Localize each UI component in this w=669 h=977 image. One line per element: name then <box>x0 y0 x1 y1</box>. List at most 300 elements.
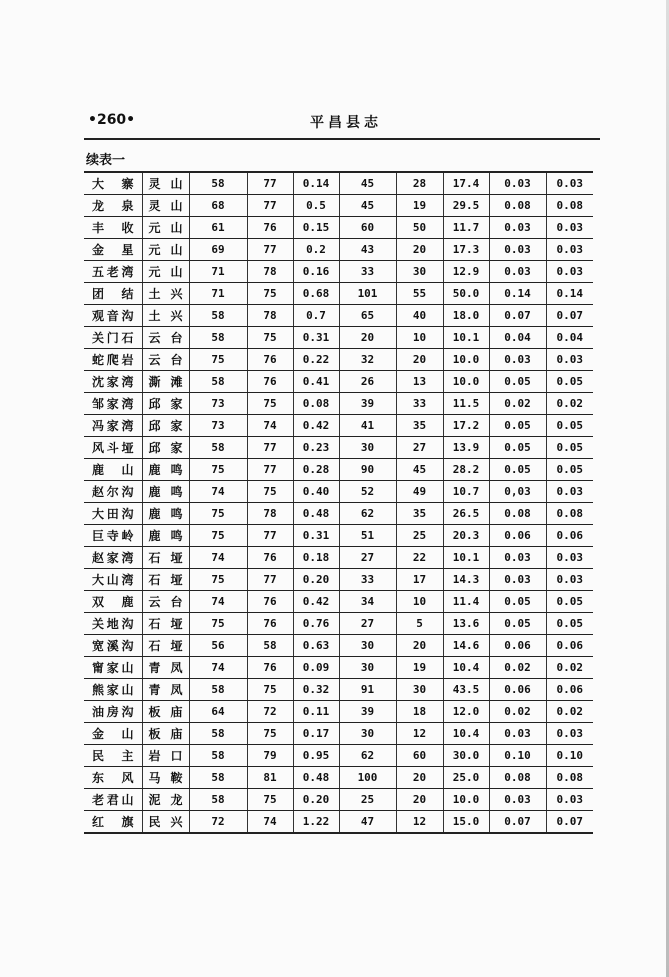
value-cell: 39 <box>339 701 396 723</box>
value-cell: 1.22 <box>293 811 339 834</box>
value-cell: 0.05 <box>489 459 546 481</box>
value-cell: 0.63 <box>293 635 339 657</box>
value-cell: 26.5 <box>443 503 489 525</box>
cell-text: 团结 <box>92 287 134 301</box>
township-cell <box>142 547 189 569</box>
value-cell: 30 <box>339 723 396 745</box>
value-cell: 0.06 <box>489 679 546 701</box>
value-cell: 0.03 <box>546 261 593 283</box>
value-cell: 75 <box>189 569 247 591</box>
cell-text: 石垭 <box>148 551 183 565</box>
value-cell: 13.6 <box>443 613 489 635</box>
value-cell: 55 <box>396 283 443 305</box>
value-cell: 50 <box>396 217 443 239</box>
value-cell: 73 <box>189 415 247 437</box>
value-cell: 20 <box>396 635 443 657</box>
value-cell: 0.03 <box>489 723 546 745</box>
value-cell: 12.0 <box>443 701 489 723</box>
value-cell: 74 <box>189 591 247 613</box>
cell-text: 关地沟 <box>92 617 134 631</box>
value-cell: 72 <box>189 811 247 834</box>
cell-text: 赵家湾 <box>92 551 134 565</box>
value-cell: 22 <box>396 547 443 569</box>
village-name-cell <box>84 767 142 789</box>
value-cell: 0.02 <box>546 393 593 415</box>
cell-text: 红旗 <box>92 815 134 829</box>
value-cell: 45 <box>396 459 443 481</box>
value-cell: 0.03 <box>489 217 546 239</box>
table-row <box>84 811 593 834</box>
value-cell: 75 <box>247 481 293 503</box>
value-cell: 0.03 <box>546 349 593 371</box>
cell-text: 邱家 <box>148 419 183 433</box>
value-cell: 30.0 <box>443 745 489 767</box>
value-cell: 0,03 <box>489 481 546 503</box>
table-row <box>84 327 593 349</box>
table-row <box>84 261 593 283</box>
value-cell: 0.16 <box>293 261 339 283</box>
township-cell <box>142 437 189 459</box>
value-cell: 0.04 <box>546 327 593 349</box>
value-cell: 75 <box>189 503 247 525</box>
table-caption: 续表一 <box>86 153 126 168</box>
cell-text: 灵山 <box>148 177 183 191</box>
value-cell: 0.17 <box>293 723 339 745</box>
value-cell: 0.15 <box>293 217 339 239</box>
value-cell: 13.9 <box>443 437 489 459</box>
value-cell: 0.10 <box>546 745 593 767</box>
value-cell: 0.95 <box>293 745 339 767</box>
value-cell: 65 <box>339 305 396 327</box>
header-rule <box>84 138 600 140</box>
village-name-cell <box>84 591 142 613</box>
village-name-cell <box>84 503 142 525</box>
township-cell <box>142 349 189 371</box>
cell-text: 鹿鸣 <box>148 463 183 477</box>
value-cell: 0.03 <box>489 261 546 283</box>
value-cell: 47 <box>339 811 396 834</box>
table-row <box>84 393 593 415</box>
value-cell: 10.0 <box>443 371 489 393</box>
data-table <box>84 171 593 834</box>
cell-text: 云台 <box>148 353 183 367</box>
value-cell: 76 <box>247 547 293 569</box>
cell-text: 风斗垭 <box>92 441 134 455</box>
value-cell: 77 <box>247 459 293 481</box>
cell-text: 双鹿 <box>92 595 134 609</box>
cell-text: 泥龙 <box>148 793 183 807</box>
value-cell: 71 <box>189 261 247 283</box>
value-cell: 27 <box>339 613 396 635</box>
value-cell: 0.09 <box>293 657 339 679</box>
value-cell: 0.14 <box>489 283 546 305</box>
value-cell: 50.0 <box>443 283 489 305</box>
value-cell: 73 <box>189 393 247 415</box>
value-cell: 0.10 <box>489 745 546 767</box>
cell-text: 大田沟 <box>92 507 134 521</box>
township-cell <box>142 811 189 834</box>
value-cell: 0.05 <box>546 437 593 459</box>
value-cell: 69 <box>189 239 247 261</box>
value-cell: 27 <box>396 437 443 459</box>
value-cell: 33 <box>339 569 396 591</box>
village-name-cell <box>84 459 142 481</box>
village-name-cell <box>84 723 142 745</box>
value-cell: 20 <box>339 327 396 349</box>
value-cell: 0.03 <box>546 547 593 569</box>
value-cell: 58 <box>189 679 247 701</box>
township-cell <box>142 503 189 525</box>
village-name-cell <box>84 305 142 327</box>
table-row <box>84 459 593 481</box>
value-cell: 12.9 <box>443 261 489 283</box>
value-cell: 77 <box>247 172 293 195</box>
value-cell: 18.0 <box>443 305 489 327</box>
table-body <box>84 172 593 833</box>
value-cell: 0.06 <box>546 679 593 701</box>
value-cell: 77 <box>247 525 293 547</box>
value-cell: 29.5 <box>443 195 489 217</box>
value-cell: 75 <box>189 349 247 371</box>
value-cell: 79 <box>247 745 293 767</box>
value-cell: 0.48 <box>293 767 339 789</box>
value-cell: 58 <box>189 172 247 195</box>
cell-text: 关门石 <box>92 331 134 345</box>
value-cell: 75 <box>189 613 247 635</box>
value-cell: 0.42 <box>293 415 339 437</box>
value-cell: 58 <box>247 635 293 657</box>
cell-text: 土兴 <box>148 287 183 301</box>
value-cell: 20 <box>396 789 443 811</box>
value-cell: 0.07 <box>489 305 546 327</box>
cell-text: 五老湾 <box>92 265 134 279</box>
value-cell: 0.02 <box>489 393 546 415</box>
value-cell: 76 <box>247 217 293 239</box>
cell-text: 民主 <box>92 749 134 763</box>
value-cell: 30 <box>339 437 396 459</box>
cell-text: 云台 <box>148 331 183 345</box>
table-row <box>84 679 593 701</box>
table-row <box>84 745 593 767</box>
value-cell: 0.14 <box>293 172 339 195</box>
value-cell: 0.02 <box>546 657 593 679</box>
value-cell: 30 <box>396 261 443 283</box>
value-cell: 12 <box>396 723 443 745</box>
value-cell: 74 <box>189 657 247 679</box>
value-cell: 0.22 <box>293 349 339 371</box>
cell-text: 板庙 <box>148 705 183 719</box>
township-cell <box>142 723 189 745</box>
value-cell: 58 <box>189 723 247 745</box>
value-cell: 0.08 <box>293 393 339 415</box>
value-cell: 64 <box>189 701 247 723</box>
value-cell: 13 <box>396 371 443 393</box>
table-row <box>84 305 593 327</box>
value-cell: 0.08 <box>546 503 593 525</box>
value-cell: 76 <box>247 371 293 393</box>
value-cell: 74 <box>189 481 247 503</box>
village-name-cell <box>84 415 142 437</box>
value-cell: 10.0 <box>443 349 489 371</box>
value-cell: 17.2 <box>443 415 489 437</box>
value-cell: 0.05 <box>546 371 593 393</box>
value-cell: 75 <box>247 789 293 811</box>
value-cell: 0.08 <box>546 195 593 217</box>
value-cell: 0.32 <box>293 679 339 701</box>
cell-text: 龙泉 <box>92 199 134 213</box>
value-cell: 10.0 <box>443 789 489 811</box>
value-cell: 19 <box>396 195 443 217</box>
value-cell: 74 <box>247 811 293 834</box>
cell-text: 元山 <box>148 243 183 257</box>
table-row <box>84 415 593 437</box>
cell-text: 熊家山 <box>92 683 134 697</box>
value-cell: 25 <box>396 525 443 547</box>
value-cell: 0.48 <box>293 503 339 525</box>
cell-text: 云台 <box>148 595 183 609</box>
township-cell <box>142 172 189 195</box>
value-cell: 0.20 <box>293 569 339 591</box>
value-cell: 17.3 <box>443 239 489 261</box>
cell-text: 沈家湾 <box>92 375 134 389</box>
value-cell: 51 <box>339 525 396 547</box>
village-name-cell <box>84 613 142 635</box>
value-cell: 0.05 <box>546 613 593 635</box>
value-cell: 78 <box>247 261 293 283</box>
value-cell: 14.3 <box>443 569 489 591</box>
value-cell: 33 <box>339 261 396 283</box>
value-cell: 0.03 <box>489 547 546 569</box>
value-cell: 28.2 <box>443 459 489 481</box>
village-name-cell <box>84 393 142 415</box>
table-row <box>84 723 593 745</box>
value-cell: 28 <box>396 172 443 195</box>
cell-text: 板庙 <box>148 727 183 741</box>
value-cell: 100 <box>339 767 396 789</box>
township-cell <box>142 283 189 305</box>
township-cell <box>142 789 189 811</box>
value-cell: 52 <box>339 481 396 503</box>
village-name-cell <box>84 261 142 283</box>
table-row <box>84 613 593 635</box>
township-cell <box>142 767 189 789</box>
page-number: •260• <box>88 112 136 128</box>
cell-text: 油房沟 <box>92 705 134 719</box>
value-cell: 74 <box>189 547 247 569</box>
value-cell: 76 <box>247 657 293 679</box>
value-cell: 0.03 <box>546 789 593 811</box>
cell-text: 石垭 <box>148 639 183 653</box>
township-cell <box>142 657 189 679</box>
book-title: 平昌县志 <box>310 115 382 131</box>
value-cell: 43 <box>339 239 396 261</box>
value-cell: 68 <box>189 195 247 217</box>
value-cell: 30 <box>339 635 396 657</box>
value-cell: 11.7 <box>443 217 489 239</box>
cell-text: 土兴 <box>148 309 183 323</box>
cell-text: 鹿鸣 <box>148 529 183 543</box>
value-cell: 58 <box>189 437 247 459</box>
value-cell: 0.04 <box>489 327 546 349</box>
village-name-cell <box>84 679 142 701</box>
table-row <box>84 437 593 459</box>
table-row <box>84 195 593 217</box>
value-cell: 0.03 <box>489 172 546 195</box>
village-name-cell <box>84 745 142 767</box>
table-row <box>84 481 593 503</box>
township-cell <box>142 239 189 261</box>
value-cell: 58 <box>189 745 247 767</box>
cell-text: 邹家湾 <box>92 397 134 411</box>
table-row <box>84 503 593 525</box>
village-name-cell <box>84 481 142 503</box>
value-cell: 20.3 <box>443 525 489 547</box>
value-cell: 0.18 <box>293 547 339 569</box>
table-row <box>84 701 593 723</box>
value-cell: 91 <box>339 679 396 701</box>
value-cell: 74 <box>247 415 293 437</box>
cell-text: 灵山 <box>148 199 183 213</box>
village-name-cell <box>84 371 142 393</box>
value-cell: 0.06 <box>489 525 546 547</box>
value-cell: 0.31 <box>293 525 339 547</box>
value-cell: 10.4 <box>443 723 489 745</box>
township-cell <box>142 635 189 657</box>
village-name-cell <box>84 701 142 723</box>
cell-text: 鹿山 <box>92 463 134 477</box>
village-name-cell <box>84 239 142 261</box>
value-cell: 41 <box>339 415 396 437</box>
value-cell: 71 <box>189 283 247 305</box>
table-row <box>84 547 593 569</box>
value-cell: 0.2 <box>293 239 339 261</box>
village-name-cell <box>84 217 142 239</box>
village-name-cell <box>84 195 142 217</box>
value-cell: 0.42 <box>293 591 339 613</box>
value-cell: 0.05 <box>489 613 546 635</box>
cell-text: 丰收 <box>92 221 134 235</box>
township-cell <box>142 459 189 481</box>
value-cell: 75 <box>247 723 293 745</box>
table-row <box>84 371 593 393</box>
cell-text: 金山 <box>92 727 134 741</box>
village-name-cell <box>84 635 142 657</box>
value-cell: 0.02 <box>489 657 546 679</box>
value-cell: 0.07 <box>546 305 593 327</box>
cell-text: 甯家山 <box>92 661 134 675</box>
value-cell: 0.41 <box>293 371 339 393</box>
value-cell: 0.07 <box>489 811 546 834</box>
value-cell: 77 <box>247 569 293 591</box>
value-cell: 0.5 <box>293 195 339 217</box>
value-cell: 11.5 <box>443 393 489 415</box>
value-cell: 0.06 <box>546 525 593 547</box>
value-cell: 15.0 <box>443 811 489 834</box>
cell-text: 老君山 <box>92 793 134 807</box>
township-cell <box>142 327 189 349</box>
value-cell: 76 <box>247 613 293 635</box>
cell-text: 青凤 <box>148 683 183 697</box>
value-cell: 58 <box>189 305 247 327</box>
table-row <box>84 591 593 613</box>
value-cell: 56 <box>189 635 247 657</box>
village-name-cell <box>84 811 142 834</box>
table-row <box>84 767 593 789</box>
value-cell: 0.08 <box>546 767 593 789</box>
value-cell: 10 <box>396 327 443 349</box>
value-cell: 0.05 <box>546 459 593 481</box>
value-cell: 60 <box>396 745 443 767</box>
cell-text: 青凤 <box>148 661 183 675</box>
value-cell: 0.05 <box>489 415 546 437</box>
village-name-cell <box>84 349 142 371</box>
value-cell: 62 <box>339 745 396 767</box>
value-cell: 0.14 <box>546 283 593 305</box>
value-cell: 40 <box>396 305 443 327</box>
value-cell: 0.31 <box>293 327 339 349</box>
value-cell: 0.06 <box>546 635 593 657</box>
value-cell: 19 <box>396 657 443 679</box>
value-cell: 0.05 <box>489 591 546 613</box>
value-cell: 10.1 <box>443 547 489 569</box>
village-name-cell <box>84 283 142 305</box>
township-cell <box>142 679 189 701</box>
township-cell <box>142 415 189 437</box>
township-cell <box>142 613 189 635</box>
township-cell <box>142 261 189 283</box>
value-cell: 25 <box>339 789 396 811</box>
cell-text: 观音沟 <box>92 309 134 323</box>
table-row <box>84 525 593 547</box>
value-cell: 0.03 <box>546 481 593 503</box>
value-cell: 0.03 <box>546 217 593 239</box>
township-cell <box>142 393 189 415</box>
value-cell: 0.06 <box>489 635 546 657</box>
cell-text: 石垭 <box>148 573 183 587</box>
value-cell: 81 <box>247 767 293 789</box>
cell-text: 宽溪沟 <box>92 639 134 653</box>
value-cell: 0.03 <box>489 349 546 371</box>
township-cell <box>142 305 189 327</box>
cell-text: 邱家 <box>148 441 183 455</box>
table-row <box>84 172 593 195</box>
value-cell: 62 <box>339 503 396 525</box>
value-cell: 58 <box>189 371 247 393</box>
value-cell: 75 <box>247 393 293 415</box>
cell-text: 澌滩 <box>148 375 183 389</box>
value-cell: 11.4 <box>443 591 489 613</box>
value-cell: 0.02 <box>489 701 546 723</box>
value-cell: 0.68 <box>293 283 339 305</box>
value-cell: 78 <box>247 305 293 327</box>
cell-text: 冯家湾 <box>92 419 134 433</box>
value-cell: 0.02 <box>546 701 593 723</box>
value-cell: 0.05 <box>489 437 546 459</box>
village-name-cell <box>84 547 142 569</box>
township-cell <box>142 701 189 723</box>
value-cell: 75 <box>247 327 293 349</box>
table-row <box>84 569 593 591</box>
value-cell: 45 <box>339 172 396 195</box>
township-cell <box>142 525 189 547</box>
value-cell: 61 <box>189 217 247 239</box>
value-cell: 75 <box>247 283 293 305</box>
cell-text: 元山 <box>148 265 183 279</box>
cell-text: 岩口 <box>148 749 183 763</box>
value-cell: 0.08 <box>489 767 546 789</box>
cell-text: 邱家 <box>148 397 183 411</box>
value-cell: 20 <box>396 239 443 261</box>
